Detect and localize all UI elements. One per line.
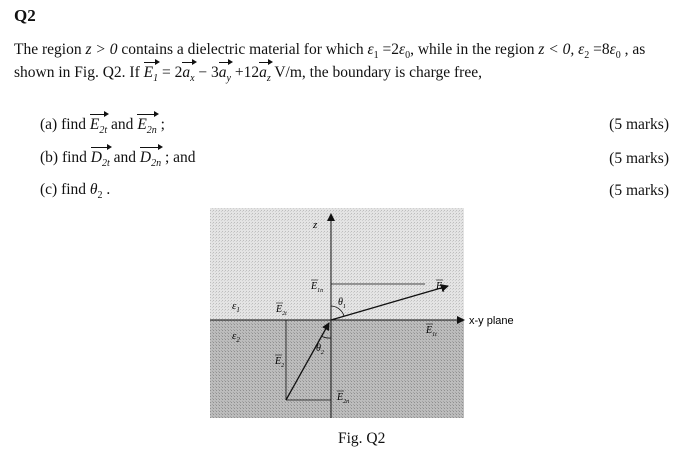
vector-E1: $E_1$ <box>143 64 159 85</box>
part-b-text: (b) find $D_{2t}$ and $D_{2n}$ ; and <box>40 149 196 170</box>
E2t-label: $E_{2t}$ <box>276 304 287 317</box>
part-a-text: (a) find $E_{2t}$ and $E_{2n}$ ; <box>40 116 165 137</box>
E2-label: $E_2$ <box>275 356 285 369</box>
theta2-label: $\theta_2$ <box>316 343 324 356</box>
part-c-marks: (5 marks) <box>609 182 669 199</box>
part-a-marks: (5 marks) <box>609 116 669 133</box>
figure-caption: Fig. Q2 <box>338 430 386 447</box>
epsilon2-label: $\varepsilon_2$ <box>232 330 240 344</box>
question-text-line-2: shown in Fig. Q2. If $E_1 = 2a_x - 3a_y +12a_z$ V/m, the boundary is charge free, <box>14 64 482 85</box>
E1-label: $E_1$ <box>436 281 446 294</box>
question-text-line-1: The region z > 0 contains a dielectric material for which $\varepsilon_1 =2\varepsilon_0$, while in the region z < 0, $\varepsilon_2 =8\varepsilon_0$ , as <box>14 41 646 62</box>
theta1-label: $\theta_1$ <box>338 297 346 310</box>
question-title: Q2 <box>14 6 36 25</box>
E1t-label: $E_{1t}$ <box>426 325 437 338</box>
part-c-text: (c) find $\theta_2$ . <box>40 181 111 202</box>
E1n-label: $E_{1n}$ <box>311 281 324 294</box>
unit-vector-az: $a_z$ <box>259 64 271 85</box>
part-b-marks: (5 marks) <box>609 150 669 167</box>
unit-vector-ax: $a_x$ <box>182 64 195 85</box>
epsilon1-label: $\varepsilon_1$ <box>232 300 240 314</box>
z-axis-label: z <box>313 219 318 231</box>
unit-vector-ay: $a_y$ <box>218 64 231 85</box>
region-upper-dielectric <box>210 208 464 320</box>
E2n-label: $E_{2n}$ <box>337 392 350 405</box>
x-y-plane-label: x-y plane <box>469 315 514 327</box>
